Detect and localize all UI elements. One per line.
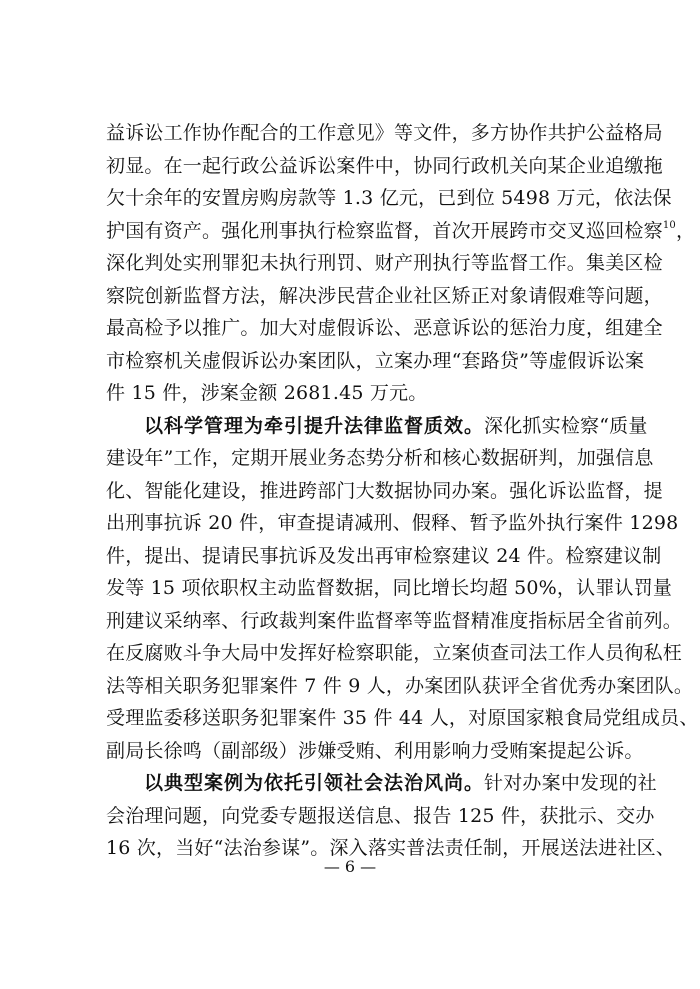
text-line: 益诉讼工作协作配合的工作意见》等文件，多方协作共护公益格局 — [106, 122, 663, 144]
paragraph-first-line — [106, 767, 657, 800]
text-line: 受理监委移送职务犯罪案件 35 件 44 人，对原国家粮食局党组成员、 — [106, 707, 699, 729]
text-line: 在反腐败斗争大局中发挥好检察职能，立案侦查司法工作人员徇私枉 — [106, 642, 683, 664]
paragraph-heading: 以科学管理为牵引提升法律监督质效。 — [144, 414, 485, 437]
paragraph-2 — [106, 410, 699, 768]
text-line: 化、智能化建设，推进跨部门大数据协同办案。强化诉讼监督，提 — [106, 479, 663, 502]
paragraph-3 — [106, 767, 676, 865]
text-line: 刑建议采纳率、行政裁判案件监督率等监督精准度指标居全省前列。 — [106, 609, 683, 632]
text-line: 针对办案中发现的社 — [484, 772, 657, 794]
text-line: 深化判处实刑罪犯未执行刑罚、财产刑执行等监督工作。集美区检 — [106, 252, 663, 274]
text-line: 初显。在一起行政公益诉讼案件中，协同行政机关向某企业追缴拖 — [106, 154, 663, 177]
text-line: 出刑事抗诉 20 件，审查提请减刑、假释、暂予监外执行案件 1298 — [106, 512, 679, 534]
text-line: 最高检予以推广。加大对虚假诉讼、恶意诉讼的惩治力度，组建全 — [106, 317, 663, 339]
text-line: 会治理问题，向党委专题报送信息、报告 125 件，获批示、交办 — [106, 804, 655, 827]
text-line: 护国有资产。强化刑事执行检察监督，首次开展跨市交叉巡回检察 — [106, 219, 663, 242]
punctuation: ， — [675, 219, 696, 242]
text-line: 发等 15 项依职权主动监督数据，同比增长均超 50%，认罪认罚量 — [106, 577, 673, 599]
text-line: 深化抓实检察“质量 — [484, 414, 648, 437]
paragraph-first-line — [106, 410, 648, 443]
paragraph-heading: 以典型案例为依托引领社会法治风尚。 — [144, 772, 485, 794]
text-line: 法等相关职务犯罪案件 7 件 9 人，办案团队获评全省优秀办案团队。 — [106, 674, 694, 697]
text-line: 副局长徐鸣（副部级）涉嫌受贿、利用影响力受贿案提起公诉。 — [106, 739, 644, 762]
page-number: — 6 — — [323, 857, 377, 876]
footnote-reference: 10 — [662, 219, 676, 231]
text-line: 市检察机关虚假诉讼办案团队，立案办理“套路贷”等虚假诉讼案 — [106, 349, 645, 372]
text-line-with-footnote — [106, 215, 696, 248]
document-body — [106, 117, 699, 865]
text-line: 欠十余年的安置房购房款等 1.3 亿元，已到位 5498 万元，依法保 — [106, 187, 672, 209]
text-line: 件，提出、提请民事抗诉及发出再审检察建议 24 件。检察建议制 — [106, 544, 662, 567]
paragraph-1 — [106, 117, 696, 410]
text-line: 建设年”工作，定期开展业务态势分析和核心数据研判，加强信息 — [106, 447, 654, 469]
text-line: 16 次，当好“法治参谋”。深入落实普法责任制，开展送法进社区、 — [106, 837, 676, 859]
text-line: 察院创新监督方法，解决涉民营企业社区矫正对象请假难等问题， — [106, 284, 663, 307]
text-line: 件 15 件，涉案金额 2681.45 万元。 — [106, 382, 428, 404]
